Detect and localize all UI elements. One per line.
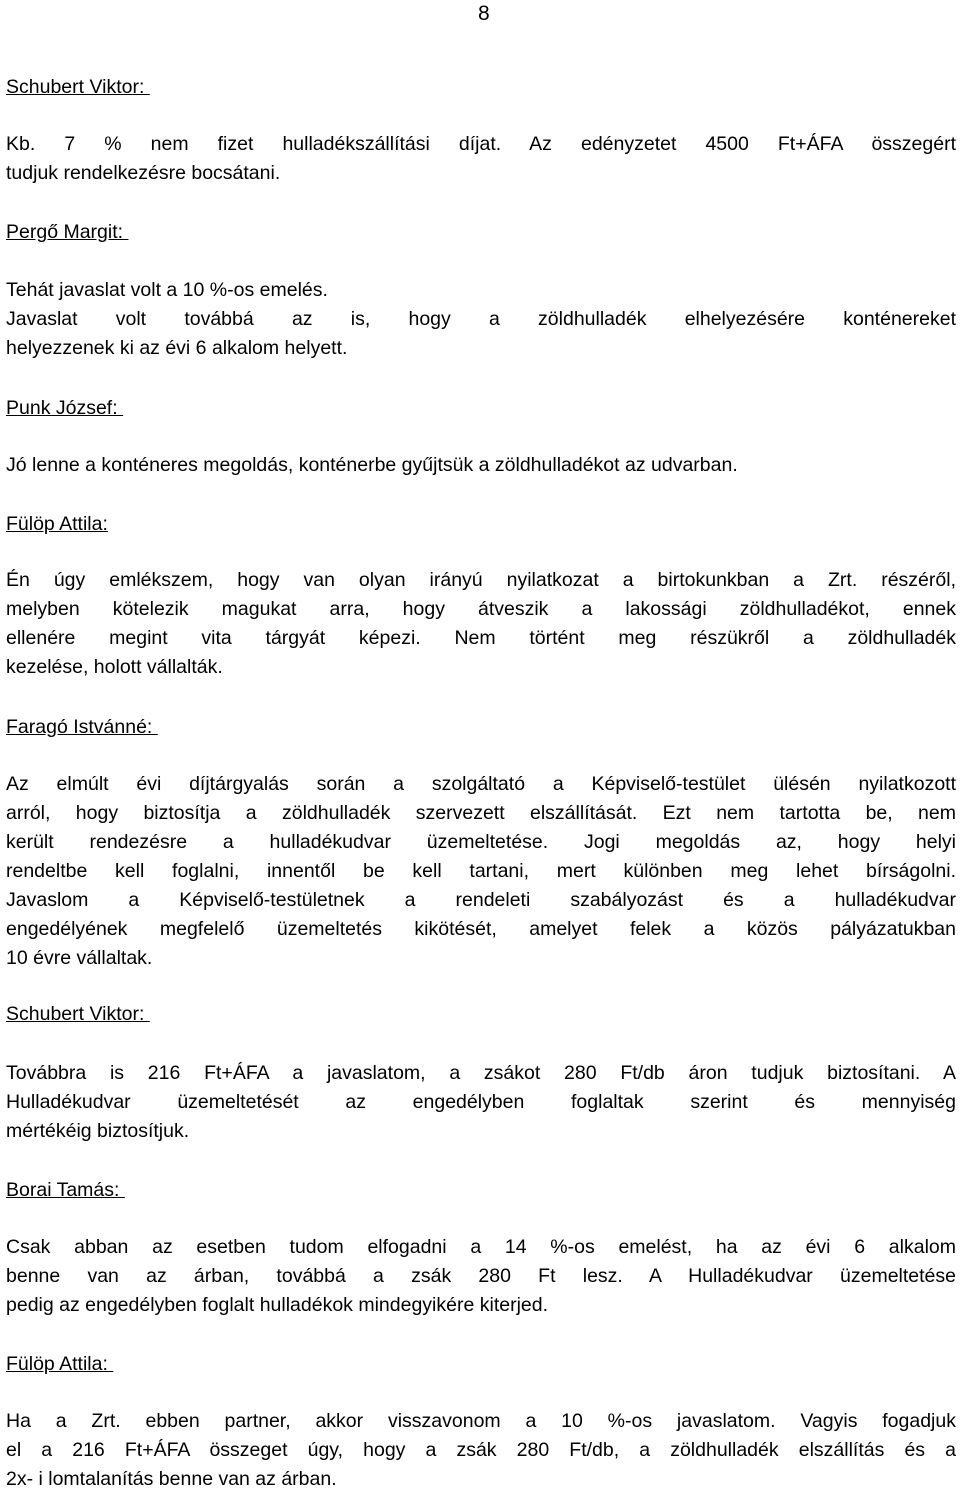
paragraph-line: ellenére megint vita tárgyát képezi. Nem történt meg részükről a zöldhulladék	[6, 627, 956, 649]
paragraph-line: mértékéig biztosítjuk.	[6, 1120, 190, 1142]
paragraph-line: Ha a Zrt. ebben partner, akkor visszavonom a 10 %-os javaslatom. Vagyis fogadjuk	[6, 1410, 956, 1432]
paragraph-line: Az elmúlt évi díjtárgyalás során a szolgáltató a Képviselő-testület ülésén nyilatkozott	[6, 773, 956, 795]
speaker-name: Pergő Margit:	[6, 221, 129, 243]
speaker-name: Faragó Istvánné:	[6, 716, 158, 738]
paragraph-line: pedig az engedélyben foglalt hulladékok mindegyikére kiterjed.	[6, 1294, 549, 1316]
statement-paragraph	[6, 451, 956, 480]
paragraph-line: Javaslom a Képviselő-testületnek a rendeleti szabályozást és a hulladékudvar	[6, 889, 956, 911]
paragraph-line: Továbbra is 216 Ft+ÁFA a javaslatom, a zsákot 280 Ft/db áron tudjuk biztosítani. A	[6, 1062, 956, 1084]
paragraph-line: Hulladékudvar üzemeltetését az engedélyben foglaltak szerint és mennyiség	[6, 1091, 956, 1113]
statement-paragraph	[6, 1407, 956, 1494]
speaker-name: Schubert Viktor:	[6, 1003, 150, 1025]
paragraph-line: rendeltbe kell foglalni, innentől be kell tartani, mert különben meg lehet bírságolni.	[6, 860, 956, 882]
statement-paragraph	[6, 1233, 956, 1320]
paragraph-line: helyezzenek ki az évi 6 alkalom helyett.	[6, 337, 348, 359]
paragraph-line: került rendezésre a hulladékudvar üzemeltetése. Jogi megoldás az, hogy helyi	[6, 831, 956, 853]
paragraph-line: arról, hogy biztosítja a zöldhulladék szervezett elszállítását. Ezt nem tartotta be, nem	[6, 802, 956, 824]
paragraph-line: Én úgy emlékszem, hogy van olyan irányú nyilatkozat a birtokunkban a Zrt. részéről,	[6, 569, 956, 591]
speaker-name: Borai Tamás:	[6, 1179, 125, 1201]
paragraph-line: Kb. 7 % nem fizet hulladékszállítási díjat. Az edényzetet 4500 Ft+ÁFA összegért	[6, 133, 956, 155]
paragraph-line: engedélyének megfelelő üzemeltetés kikötését, amelyet felek a közös pályázatukban	[6, 918, 956, 940]
speaker-name: Schubert Viktor:	[6, 76, 150, 98]
statement-paragraph	[6, 1059, 956, 1146]
paragraph-line: Csak abban az esetben tudom elfogadni a 14 %-os emelést, ha az évi 6 alkalom	[6, 1236, 956, 1258]
statement-paragraph	[6, 566, 956, 682]
speaker-name: Punk József:	[6, 397, 124, 419]
paragraph-line: kezelése, holott vállalták.	[6, 656, 223, 678]
statement-paragraph	[6, 770, 956, 973]
speaker-name: Fülöp Attila:	[6, 1353, 114, 1375]
paragraph-line: Tehát javaslat volt a 10 %-os emelés.	[6, 279, 328, 301]
page-number: 8	[478, 2, 490, 25]
paragraph-line: tudjuk rendelkezésre bocsátani.	[6, 162, 281, 184]
paragraph-line: 2x- i lomtalanítás benne van az árban.	[6, 1468, 337, 1490]
speaker-name: Fülöp Attila:	[6, 513, 108, 535]
paragraph-line: el a 216 Ft+ÁFA összeget úgy, hogy a zsák 280 Ft/db, a zöldhulladék elszállítás és a	[6, 1439, 956, 1461]
paragraph-line: benne van az árban, továbbá a zsák 280 Ft lesz. A Hulladékudvar üzemeltetése	[6, 1265, 956, 1287]
paragraph-line: Jó lenne a konténeres megoldás, konténerbe gyűjtsük a zöldhulladékot az udvarban.	[6, 454, 738, 476]
paragraph-line: melyben kötelezik magukat arra, hogy átveszik a lakossági zöldhulladékot, ennek	[6, 598, 956, 620]
paragraph-line: 10 évre vállaltak.	[6, 947, 153, 969]
statement-paragraph	[6, 130, 956, 188]
paragraph-line: Javaslat volt továbbá az is, hogy a zöldhulladék elhelyezésére konténereket	[6, 308, 956, 330]
statement-paragraph	[6, 276, 956, 363]
